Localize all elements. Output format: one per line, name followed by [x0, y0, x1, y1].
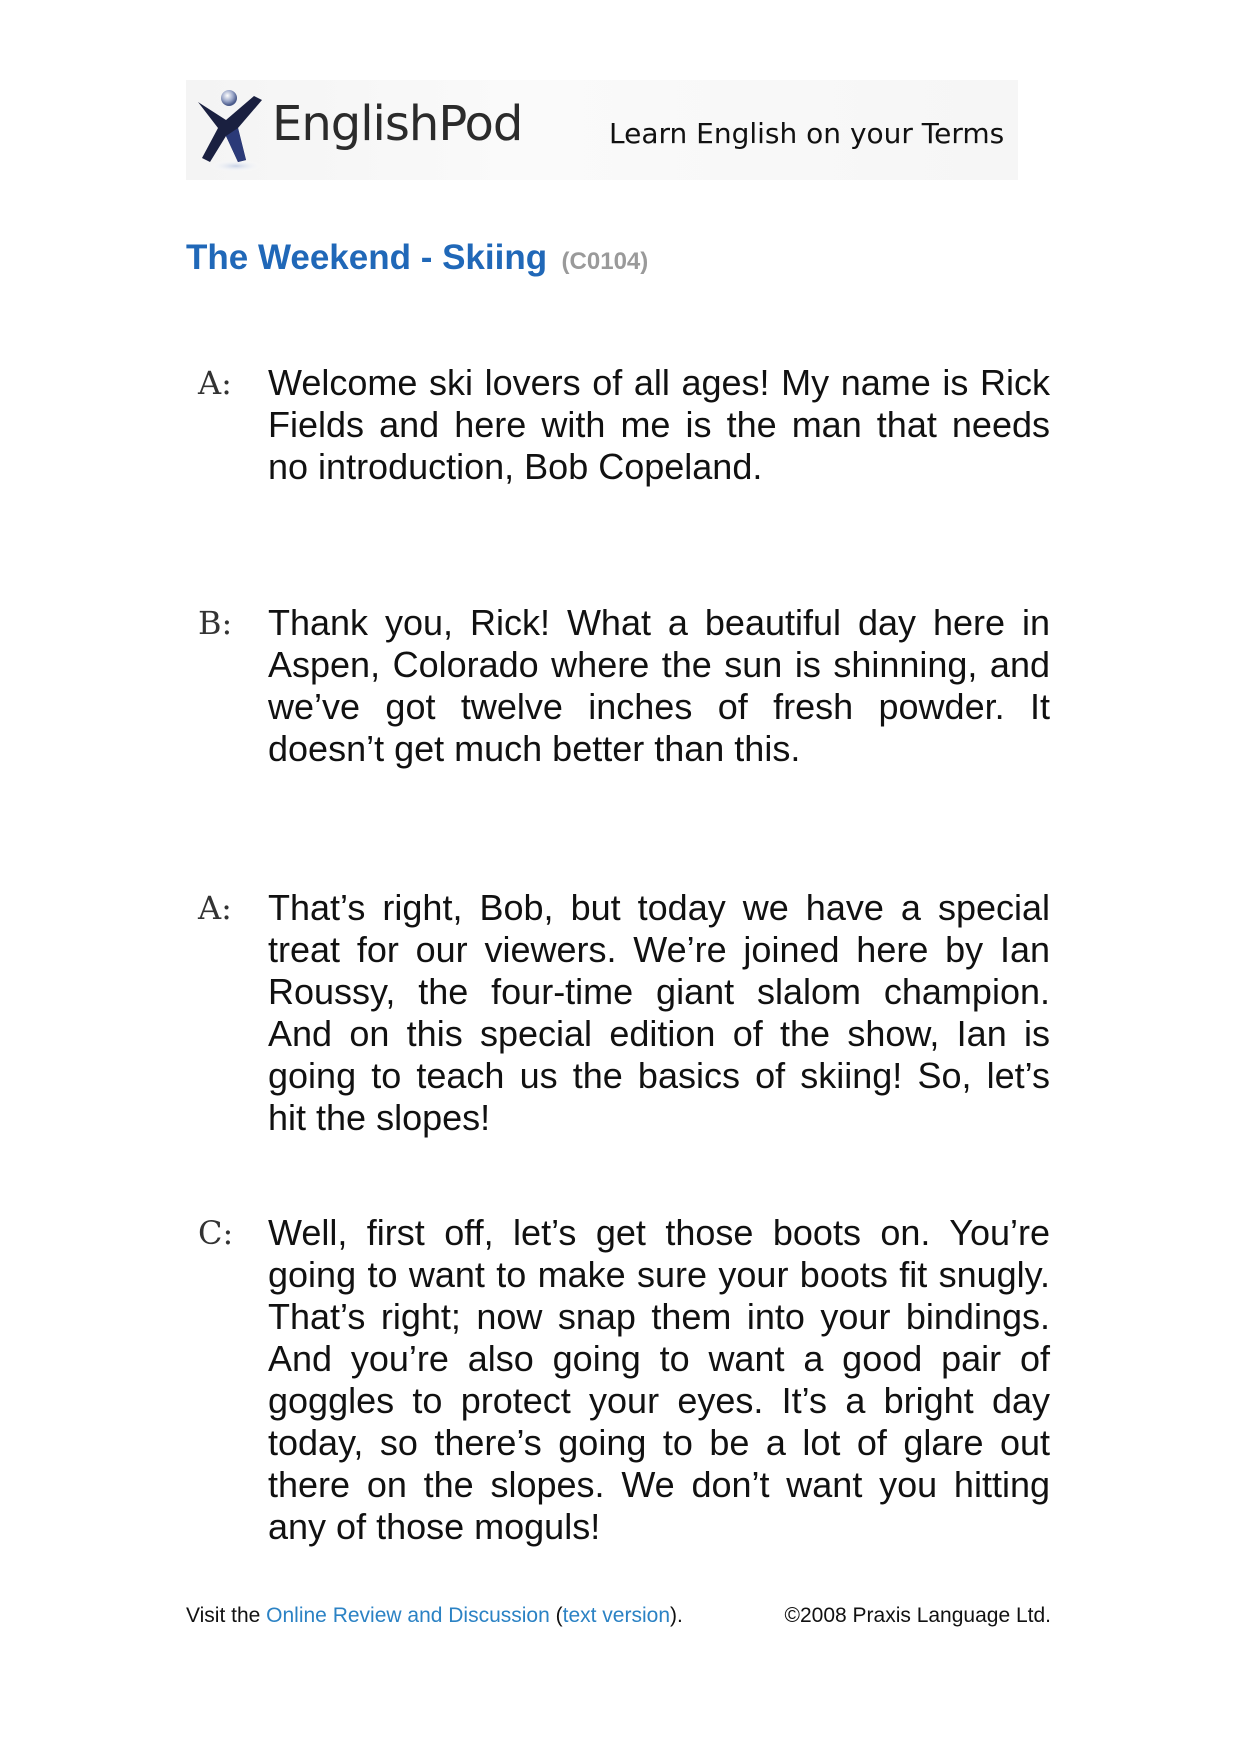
visit-prefix: Visit the	[186, 1604, 267, 1627]
utterance-text: Welcome ski lovers of all ages! My name is Rick Fields and here with me is the man that needs no introduction, Bob Copeland.	[268, 362, 1050, 487]
speaker-label: B:	[198, 604, 233, 642]
online-review-link[interactable]: Online Review and Discussion	[266, 1604, 550, 1627]
paren-open: (	[549, 1604, 563, 1627]
speaker-label: A:	[198, 889, 232, 927]
lesson-code: (C0104)	[561, 248, 649, 275]
tagline: Learn English on your Terms	[609, 117, 1005, 150]
text-version-link[interactable]: text version	[562, 1604, 671, 1627]
copyright: ©2008 Praxis Language Ltd.	[784, 1604, 1051, 1627]
lesson-title: The Weekend - Skiing	[186, 238, 548, 277]
speaker-label: A:	[198, 364, 232, 402]
utterance-text: Thank you, Rick! What a beautiful day here in Aspen, Colorado where the sun is shinning, and we’ve got twelve inches of fresh powder. It doesn’t get much better than this.	[268, 602, 1050, 769]
figure-logo-icon	[196, 88, 276, 174]
lesson-title-row	[186, 238, 648, 278]
speaker-label: C:	[198, 1214, 234, 1252]
utterance-text: Well, first off, let’s get those boots on. You’re going to want to make sure your boots fit snugly. That’s right; now snap them into your bindings. And you’re also going to want a good pair of goggles to protect your eyes. It’s a bright day today, so there’s going to be a lot of glare out there on the slopes. We don’t want you hitting any of those moguls!	[268, 1212, 1050, 1547]
utterance-text: That’s right, Bob, but today we have a special treat for our viewers. We’re joined here by Ian Roussy, the four-time giant slalom champion. And on this special edition of the show, Ian is going to teach us the basics of skiing! So, let’s hit the slopes!	[268, 887, 1050, 1138]
footer-visit	[186, 1604, 683, 1628]
brand-name: EnglishPod	[272, 96, 523, 152]
paren-close: ).	[670, 1604, 683, 1627]
